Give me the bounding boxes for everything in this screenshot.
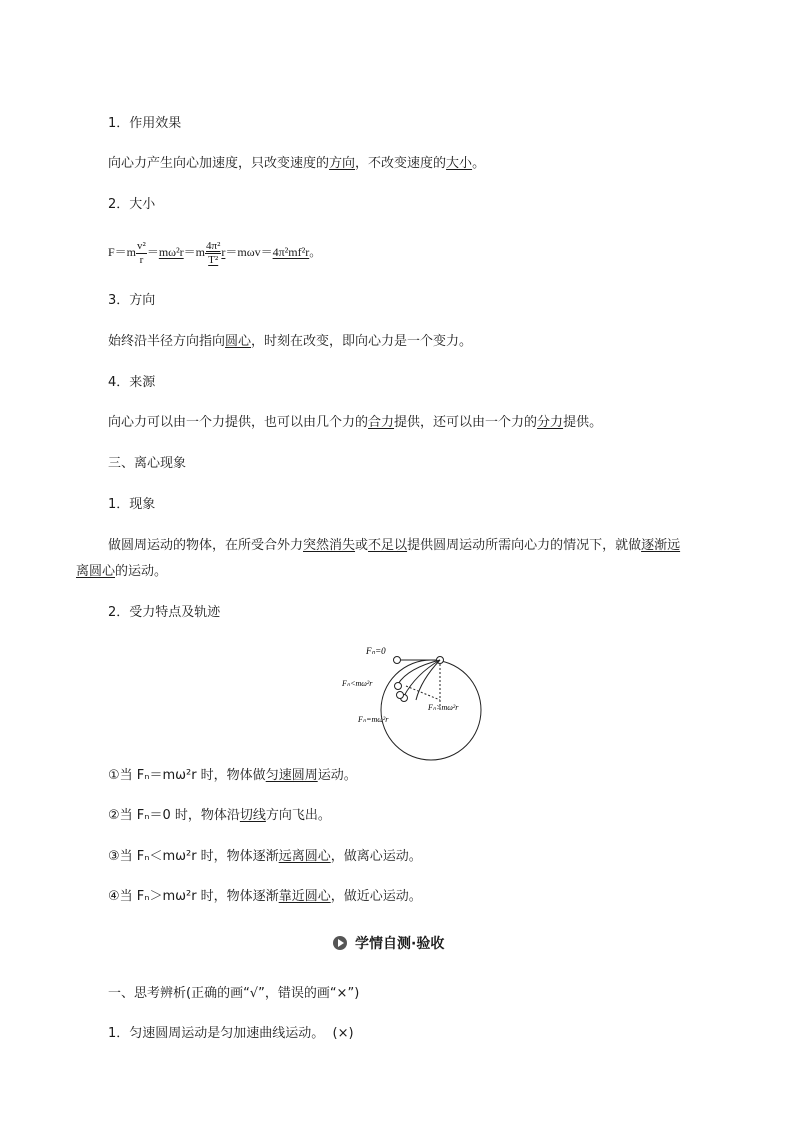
blank-insufficient: 不足以	[368, 538, 408, 553]
label-greater: Fₙ>mω²r	[428, 703, 459, 712]
object-tangent	[394, 657, 401, 664]
heading-source: 4．来源	[108, 375, 156, 390]
centrifugal-diagram	[336, 640, 496, 765]
label-less: Fₙ<mω²r	[342, 679, 373, 688]
heading-magnitude: 2．大小	[108, 197, 156, 212]
blank-disappear: 突然消失	[303, 538, 356, 553]
object-equal	[397, 692, 404, 699]
object-centrifugal	[395, 683, 402, 690]
path-extra	[416, 660, 440, 700]
blank-away-part1: 逐渐远	[641, 538, 681, 553]
blank-component: 分力	[537, 415, 564, 430]
heading-force-trajectory: 2．受力特点及轨迹	[108, 605, 221, 620]
paragraph-source: 向心力可以由一个力提供，也可以由几个力的合力提供，还可以由一个力的分力提供。	[108, 415, 603, 430]
formula-centripetal-force: F＝m $\frac{\text{v²}}{r}$ ＝mω²r＝m $\frac{\text{4π²}}{\text{T²}}$ r＝mωv＝4π²mf²r。	[108, 239, 322, 266]
heading-phenomenon: 1．现象	[108, 497, 156, 512]
heading-centrifugal: 三、离心现象	[108, 456, 187, 471]
blank-magnitude: 大小	[446, 156, 473, 171]
heading-effect: 1．作用效果	[108, 116, 182, 131]
item-4: ④当 Fₙ＞mω²r 时，物体逐渐靠近圆心，做近心运动。	[108, 889, 422, 904]
label-equal: Fₙ=mω²r	[358, 715, 389, 724]
heading-direction: 3．方向	[108, 293, 156, 308]
paragraph-phenomenon-line2: 离圆心的运动。	[76, 564, 168, 579]
blank-center: 圆心	[225, 334, 252, 349]
label-zero: Fₙ=0	[366, 646, 386, 656]
fraction-4pi2-T2: $\frac{\text{4π²}}{\text{T²}}$	[206, 239, 221, 266]
paragraph-direction: 始终沿半径方向指向圆心，时刻在改变，即向心力是一个变力。	[108, 334, 473, 349]
question-1: 1．匀速圆周运动是匀加速曲线运动。 (×)	[108, 1026, 354, 1041]
fraction-v2-r: $\frac{\text{v²}}{r}$	[137, 239, 146, 266]
blank-away-part2: 离圆心	[76, 564, 116, 579]
paragraph-effect: 向心力产生向心加速度，只改变速度的方向，不改变速度的大小。	[108, 156, 486, 171]
answer-1: (×)	[332, 1026, 354, 1041]
section-title: 学情自测·验收	[333, 935, 444, 953]
item-2: ②当 Fₙ＝0 时，物体沿切线方向飞出。	[108, 808, 331, 823]
blank-direction: 方向	[329, 156, 356, 171]
blank-resultant: 合力	[368, 415, 395, 430]
force-dashed	[406, 686, 440, 700]
item-3: ③当 Fₙ＜mω²r 时，物体逐渐远离圆心，做离心运动。	[108, 849, 422, 864]
play-icon	[333, 936, 347, 950]
item-1: ①当 Fₙ＝mω²r 时，物体做匀速圆周运动。	[108, 768, 357, 783]
paragraph-phenomenon-line1: 做圆周运动的物体，在所受合外力突然消失或不足以提供圆周运动所需向心力的情况下，就做逐渐远	[108, 538, 681, 553]
heading-judgement: 一、思考辨析(正确的画“√”，错误的画“×”)	[108, 986, 360, 1001]
